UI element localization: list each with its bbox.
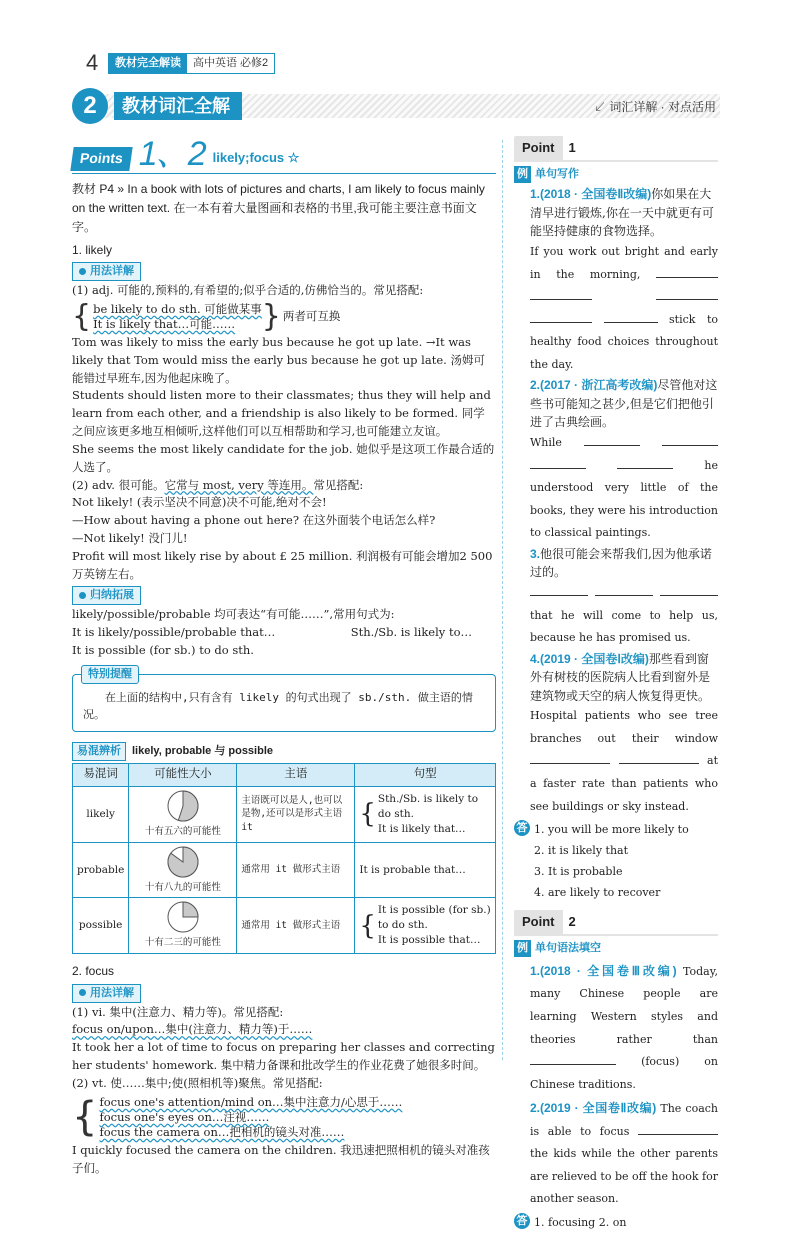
table-row [73, 842, 496, 898]
answer: 3. It is probable [534, 864, 623, 878]
exercise-5: 1.(2018 · 全国卷Ⅲ改编) Today, many Chinese people are learning Western styles and theories rather than (focus) on Chinese traditions. [530, 963, 718, 1091]
sentence-pattern: It is possible that… [377, 934, 481, 947]
example: —Not likely! 没门儿! [72, 530, 188, 545]
section-number: 2 [72, 88, 108, 124]
table-row [73, 786, 496, 842]
pattern-group [72, 1095, 496, 1140]
brace-close-icon: } [261, 299, 281, 335]
table-header: 易混词 [73, 764, 129, 787]
sentence-pattern: It is probable that… [359, 863, 466, 876]
pattern-group [72, 299, 496, 335]
compare-word: probable [73, 842, 129, 898]
pin-icon [79, 268, 86, 275]
pattern-cell [355, 842, 496, 898]
compare-words: likely, probable 与 possible [132, 744, 274, 757]
probability-cell [129, 842, 237, 898]
page-number: 4 [86, 50, 99, 75]
pattern: It is likely that…可能…… [93, 317, 236, 332]
point-bar [514, 934, 718, 936]
extension-label: 归纳拓展 [72, 586, 141, 605]
points-badge: Points [70, 147, 132, 171]
probability-caption: 十有八九的可能性 [144, 881, 221, 893]
probability-caption: 十有二三的可能性 [144, 937, 221, 949]
word-head-likely: 1. likely [72, 242, 113, 257]
exercise-4: 4.(2019 · 全国卷Ⅰ改编)那些看到窗外有树枝的医院病人比看到窗外是建筑物或天空的病人恢复得更快。 Hospital patients who see tree branches out their window at a faster rate than patients who see buildings or sky instead. [530, 651, 719, 813]
main-column [72, 136, 496, 1177]
subject-cell: 主语既可以是人,也可以是物,还可以是形式主语 it [237, 786, 355, 842]
usage-label: 用法详解 [72, 262, 141, 281]
table-row [73, 898, 496, 954]
textbook-sentence [72, 180, 496, 238]
exercise-1: 1.(2018 · 全国卷Ⅱ改编)你如果在大清早进行锻炼,你在一天中就更有可能坚持健康的食物选择。 If you work out bright and early in the morning, stick to healthy food choices throughout the day. [530, 187, 718, 371]
section-subtitle: ↙ 词汇详解 · 对点活用 [594, 100, 716, 114]
probability-pie-icon [166, 789, 200, 823]
table-header: 主语 [237, 764, 355, 787]
pattern: focus one's attention/mind on…集中注意力/心思于…… [99, 1094, 403, 1109]
subject-cell: 通常用 it 做形式主语 [237, 842, 355, 898]
probability-cell [129, 786, 237, 842]
textbook-translation: 在一本有着大量图画和表格的书里,我可能主要注意书面文字。 [72, 201, 477, 235]
sentence-pattern: It is likely that… [377, 822, 466, 835]
answer-key-icon: 答 [514, 820, 530, 836]
adv-definition: (2) adv. 很可能。它常与 most, very 等连用。常见搭配: [72, 477, 364, 492]
point-number: 1 [568, 140, 576, 155]
notice-label: 特别提醒 [81, 665, 139, 684]
page-header [0, 46, 790, 76]
answer: 4. are likely to recover [534, 885, 661, 899]
answers-point-2 [514, 1213, 718, 1234]
brace-icon: { [359, 799, 376, 830]
pie-slice [183, 902, 198, 917]
vt-definition: (2) vt. 使……集中;使(照相机等)聚焦。常见搭配: [72, 1075, 323, 1090]
point-bar [514, 160, 718, 162]
usage-label: 用法详解 [72, 984, 141, 1003]
point-2-heading [514, 910, 718, 934]
pattern: focus one's eyes on…注视…… [99, 1109, 270, 1124]
example: I quickly focused the camera on the children. 我迅速把照相机的镜头对准孩子们。 [72, 1142, 490, 1175]
pattern-cell [355, 786, 496, 842]
extension-text: It is likely/possible/probable that… Sth./Sb. is likely to… [72, 625, 472, 640]
answer-key-icon: 答 [514, 1213, 530, 1229]
example: Tom was likely to miss the early bus because he got up late. →It was likely that Tom would miss the early bus because he got up late. 汤姆可能错过早班车,因为他起床晚了。 [72, 335, 485, 385]
points-heading [72, 136, 496, 174]
table-header: 可能性大小 [129, 764, 237, 787]
point-badge: Point [514, 910, 563, 934]
table-header: 句型 [355, 764, 496, 787]
probability-caption: 十有五六的可能性 [144, 825, 221, 837]
points-words: likely;focus ☆ [212, 149, 300, 165]
textbook-source: 教材 P4 » [72, 182, 125, 196]
exercise-2: 2.(2017 · 浙江高考改编)尽管他对这些书可能知之甚少,但是它们把他引进了古典绘画。 While he understood very little of the books, they were his introduction to classical paintings. [530, 378, 719, 540]
pattern: be likely to do sth. 可能做某事 [93, 302, 262, 317]
example: Not likely! (表示坚决不同意)决不可能,绝对不会! [72, 495, 327, 510]
book-tag [108, 53, 275, 74]
answer: 1. you will be more likely to [534, 823, 689, 837]
example: Profit will most likely rise by about £ 25 million. 利润极有可能会增加2 500万英镑左右。 [72, 548, 493, 581]
series-name: 教材完全解读 [109, 54, 187, 73]
book-name: 高中英语 必修2 [193, 57, 269, 69]
answers-point-1 [514, 820, 718, 904]
pin-icon [79, 592, 86, 599]
section-banner [72, 88, 722, 124]
notice-box [72, 667, 496, 732]
exercise-3: 3.他很可能会来帮我们,因为他承诺过的。 that he will come to help us, because he has promised us. [530, 546, 718, 645]
task-tag: 例 单句语法填空 [514, 940, 718, 957]
compare-heading [72, 742, 496, 761]
brace-icon: { [359, 910, 376, 941]
brace-icon: { [72, 1094, 98, 1141]
pattern-note: 两者可互换 [282, 309, 341, 324]
compare-table [72, 763, 496, 954]
subject-cell: 通常用 it 做形式主语 [237, 898, 355, 954]
compare-word: possible [73, 898, 129, 954]
pattern: focus the camera on…把相机的镜头对准…… [99, 1124, 345, 1139]
practice-column [514, 136, 718, 1234]
textbook-english: In a book with lots of pictures and charts, I am likely to focus mainly on the written text. [72, 182, 485, 216]
example: Students should listen more to their classmates; thus they will help and learn from each other, and a friendship is also likely to be formed. 同学之间应该更多地互相倾听,这样他们可以互相帮助和学习,也可能建立友谊。 [72, 388, 491, 439]
word-head-focus: 2. focus [72, 963, 115, 978]
probability-pie-icon [166, 845, 200, 879]
answer: 1. focusing 2. on [534, 1215, 627, 1229]
compare-word: likely [73, 786, 129, 842]
extension-text: likely/possible/probable 均可表达“有可能……”,常用句式为: [72, 607, 395, 622]
sentence-pattern: Sth./Sb. is likely to do sth. [377, 792, 479, 820]
section-title: 教材词汇全解 [114, 92, 242, 120]
probability-cell [129, 898, 237, 954]
column-divider [502, 140, 503, 1060]
exercise-6: 2.(2019 · 全国卷Ⅱ改编) The coach is able to focus the kids while the other parents are relieved to be off the hook for another season. [530, 1101, 718, 1206]
point-badge: Point [514, 136, 563, 160]
pattern: focus on/upon…集中(注意力、精力等)于…… [72, 1022, 313, 1037]
points-number: 1、2 [138, 135, 205, 173]
adj-definition: (1) adj. 可能的,预料的,有希望的;似乎合适的,仿佛恰当的。常见搭配: [72, 283, 424, 298]
vi-definition: (1) vi. 集中(注意力、精力等)。常见搭配: [72, 1004, 284, 1019]
point-number: 2 [568, 913, 576, 929]
extension-text: It is possible (for sb.) to do sth. [72, 643, 254, 658]
pin-icon [79, 989, 86, 996]
sentence-pattern: It is possible (for sb.) to do sth. [377, 904, 491, 932]
pattern-cell [355, 898, 496, 954]
example: It took her a lot of time to focus on preparing her classes and correcting her students' homework. 集中精力备课和批改学生的作业花费了她很多时间。 [72, 1040, 495, 1073]
notice-text: 在上面的结构中,只有含有 likely 的句式出现了 sb./sth. 做主语的情况。 [83, 690, 473, 721]
answer: 2. it is likely that [534, 844, 629, 857]
brace-icon: { [72, 299, 92, 335]
point-1-heading [514, 136, 718, 160]
compare-tag: 易混辨析 [72, 742, 126, 761]
task-tag: 例 单句写作 [514, 166, 718, 183]
probability-pie-icon [166, 900, 200, 934]
example: She seems the most likely candidate for the job. 她似乎是这项工作最合适的人选了。 [72, 441, 495, 474]
example: —How about having a phone out here? 在这外面装个电话怎么样? [72, 513, 436, 528]
